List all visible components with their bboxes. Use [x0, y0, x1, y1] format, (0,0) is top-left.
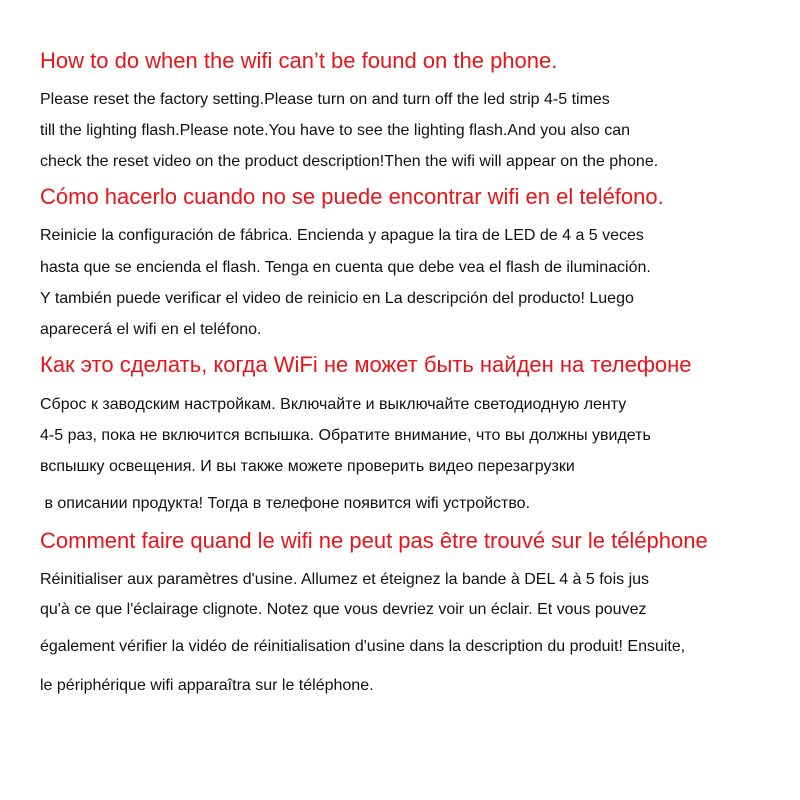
spanish-line-3: Y también puede verificar el video de reinicio en La descripción del producto! Luego: [40, 290, 634, 307]
spanish-line-2: hasta que se encienda el flash. Tenga en cuenta que debe vea el flash de iluminación.: [40, 259, 651, 276]
spanish-line-1: Reinicie la configuración de fábrica. Encienda y apague la tira de LED de 4 a 5 veces: [40, 227, 644, 244]
french-line-1: Réinitialiser aux paramètres d'usine. Allumez et éteignez la bande à DEL 4 à 5 fois jus: [40, 571, 650, 588]
english-line-2: till the lighting flash.Please note.You have to see the lighting flash.And you also can: [40, 122, 631, 139]
english-line-1: Please reset the factory setting.Please turn on and turn off the led strip 4-5 times: [40, 91, 610, 108]
heading-french: Comment faire quand le wifi ne peut pas être trouvé sur le téléphone: [40, 528, 708, 553]
french-line-4: le périphérique wifi apparaîtra sur le téléphone.: [40, 677, 374, 694]
russian-line-2: 4-5 раз, пока не включится вспышка. Обратите внимание, что вы должны увидеть: [40, 427, 651, 444]
heading-english: How to do when the wifi can’t be found on the phone.: [40, 48, 558, 73]
russian-line-1: Сброс к заводским настройкам. Включайте и выключайте светодиодную ленту: [40, 396, 627, 413]
russian-line-3: вспышку освещения. И вы также можете проверить видео перезагрузки: [40, 458, 575, 475]
french-line-3: également vérifier la vidéo de réinitialisation d'usine dans la description du produit! Ensuite,: [40, 638, 686, 655]
heading-russian: Как это сделать, когда WiFi не может быть найден на телефоне: [40, 352, 692, 377]
french-line-2: qu'à ce que l'éclairage clignote. Notez que vous devriez voir un éclair. Et vous pouvez: [40, 601, 647, 618]
spanish-line-4: aparecerá el wifi en el teléfono.: [40, 321, 262, 338]
russian-line-4: в описании продукта! Тогда в телефоне появится wifi устройство.: [40, 495, 531, 512]
english-line-3: check the reset video on the product description!Then the wifi will appear on the phone.: [40, 153, 659, 170]
heading-spanish: Cómo hacerlo cuando no se puede encontrar wifi en el teléfono.: [40, 184, 664, 209]
